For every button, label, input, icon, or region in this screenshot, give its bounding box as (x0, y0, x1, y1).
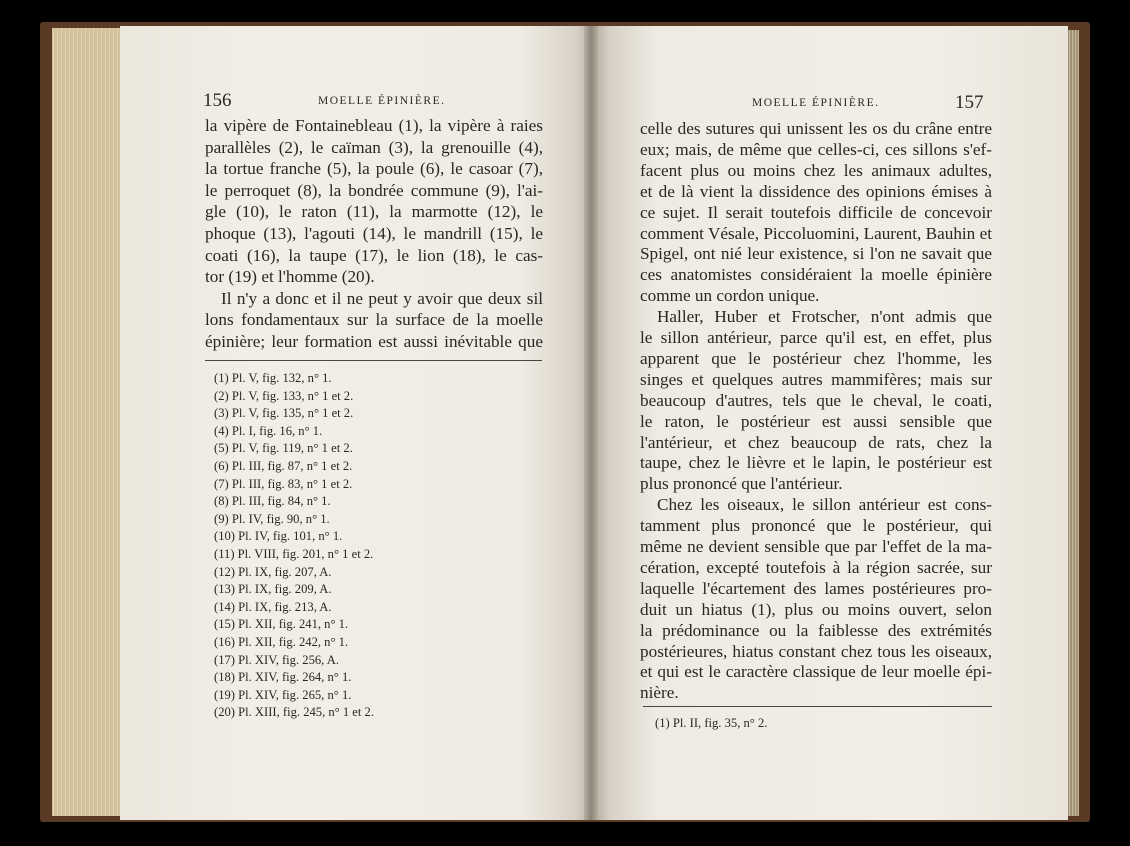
body-line: gle (10), le raton (11), la marmotte (12), le (205, 202, 543, 222)
footnote-line: (18) Pl. XIV, fig. 264, n° 1. (214, 670, 352, 685)
footnote-line: (12) Pl. IX, fig. 207, A. (214, 564, 332, 579)
body-line: la prédominance ou la faiblesse des extrémités (640, 620, 992, 640)
right-page-number: 157 (955, 92, 984, 113)
footnote-line: (14) Pl. IX, fig. 213, A. (214, 599, 332, 614)
footnote-line: (2) Pl. V, fig. 133, n° 1 et 2. (214, 388, 354, 403)
body-line: facent plus ou moins chez les animaux adultes, (640, 160, 992, 180)
body-line: même ne devient sensible que par l'effet de la ma- (640, 537, 992, 556)
body-line: ces anatomistes considéraient la moelle épinière (640, 265, 992, 285)
footnote-line: (9) Pl. IV, fig. 90, n° 1. (214, 511, 330, 526)
body-line: épinière; leur formation est aussi inévitable que (205, 332, 543, 351)
footnote-line: (1) Pl. V, fig. 132, n° 1. (214, 371, 332, 385)
footnote-line: (4) Pl. I, fig. 16, n° 1. (214, 423, 323, 438)
body-line: celle des sutures qui unissent les os du crâne entre (640, 119, 992, 138)
left-page-number: 156 (203, 90, 232, 111)
body-line: le raton, le postérieur est aussi sensible que (640, 411, 992, 431)
left-footnote-rule (205, 360, 542, 361)
body-line: lons fondamentaux sur la surface de la moelle (205, 310, 543, 330)
body-line: singes et quelques autres mammifères; mais sur (640, 369, 992, 389)
body-line: le perroquet (8), la bondrée commune (9), l'ai- (205, 180, 543, 200)
footnote-line: (8) Pl. III, fig. 84, n° 1. (214, 494, 331, 509)
body-line: Il n'y a donc et il ne peut y avoir que deux sil (221, 288, 543, 308)
book-gutter (584, 26, 598, 820)
body-line: Haller, Huber et Frotscher, n'ont admis que (657, 307, 992, 327)
footnote-line: (3) Pl. V, fig. 135, n° 1 et 2. (214, 406, 354, 421)
body-line: plus prononcé que l'antérieur. (640, 474, 843, 494)
body-line: comme un cordon unique. (640, 286, 820, 306)
body-line: l'antérieur, et chez beaucoup de rats, chez la (640, 432, 992, 452)
footnote-line: (10) Pl. IV, fig. 101, n° 1. (214, 529, 343, 544)
body-line: et de là vient la dissidence des opinions émises à (640, 181, 992, 201)
right-footnote-rule (643, 706, 992, 707)
footnote-line: (20) Pl. XIII, fig. 245, n° 1 et 2. (214, 705, 374, 720)
body-line: et qui est le caractère classique de leur moelle épi- (640, 662, 992, 682)
footnote-line: (7) Pl. III, fig. 83, n° 1 et 2. (214, 476, 353, 491)
body-line: cération, excepté toutefois à la région sacrée, sur (640, 557, 992, 577)
body-line: tamment plus prononcé que le postérieur, qui (640, 516, 992, 536)
footnote-line: (5) Pl. V, fig. 119, n° 1 et 2. (214, 441, 353, 456)
body-line: taupe, chez le lièvre et le lapin, le postérieur est (640, 453, 992, 473)
body-line: duit un hiatus (1), plus ou moins ouvert, selon (640, 599, 992, 619)
body-line: eux; mais, de même que celles-ci, ces sillons s'ef- (640, 139, 992, 159)
body-line: postérieures, hiatus constant chez tous les oiseaux, (640, 641, 992, 661)
footnote-line: (13) Pl. IX, fig. 209, A. (214, 582, 332, 597)
body-line: phoque (13), l'agouti (14), le mandrill (15), le (205, 224, 543, 243)
footnote-line: (15) Pl. XII, fig. 241, n° 1. (214, 617, 349, 632)
body-line: coati (16), la taupe (17), le lion (18), le cas- (205, 245, 543, 265)
body-line: parallèles (2), le caïman (3), la grenouille (4), (205, 137, 543, 157)
body-line: laquelle l'écartement des lames postérieures pro- (640, 578, 992, 598)
body-line: Spigel, ont nié leur existence, si l'on ne savait que (640, 244, 992, 264)
body-line: Chez les oiseaux, le sillon antérieur est cons- (657, 495, 992, 515)
footnote-line: (11) Pl. VIII, fig. 201, n° 1 et 2. (214, 547, 374, 561)
left-running-head: MOELLE ÉPINIÈRE. (318, 95, 446, 107)
body-line: la tortue franche (5), la poule (6), le casoar (7), (205, 159, 543, 179)
body-line: tor (19) et l'homme (20). (205, 267, 375, 287)
body-line: apparent que le postérieur chez l'homme, les (640, 348, 992, 368)
body-line: beaucoup d'autres, tels que le cheval, le coati, (640, 390, 992, 410)
body-line: la vipère de Fontainebleau (1), la vipère à raies (205, 116, 543, 135)
footnote-line: (16) Pl. XII, fig. 242, n° 1. (214, 635, 349, 649)
footnote-line: (17) Pl. XIV, fig. 256, A. (214, 652, 340, 667)
footnote-line: (1) Pl. II, fig. 35, n° 2. (655, 716, 768, 730)
footnote-line: (6) Pl. III, fig. 87, n° 1 et 2. (214, 459, 353, 473)
body-line: ce sujet. Il serait toutefois difficile de concevoir (640, 202, 992, 222)
body-line: le sillon antérieur, parce qu'il est, en effet, plus (640, 328, 992, 347)
right-running-head: MOELLE ÉPINIÈRE. (752, 97, 880, 109)
body-line: comment Vésale, Piccoluomini, Laurent, Bauhin et (640, 223, 992, 243)
footnote-line: (19) Pl. XIV, fig. 265, n° 1. (214, 687, 352, 702)
body-line: nière. (640, 683, 679, 703)
